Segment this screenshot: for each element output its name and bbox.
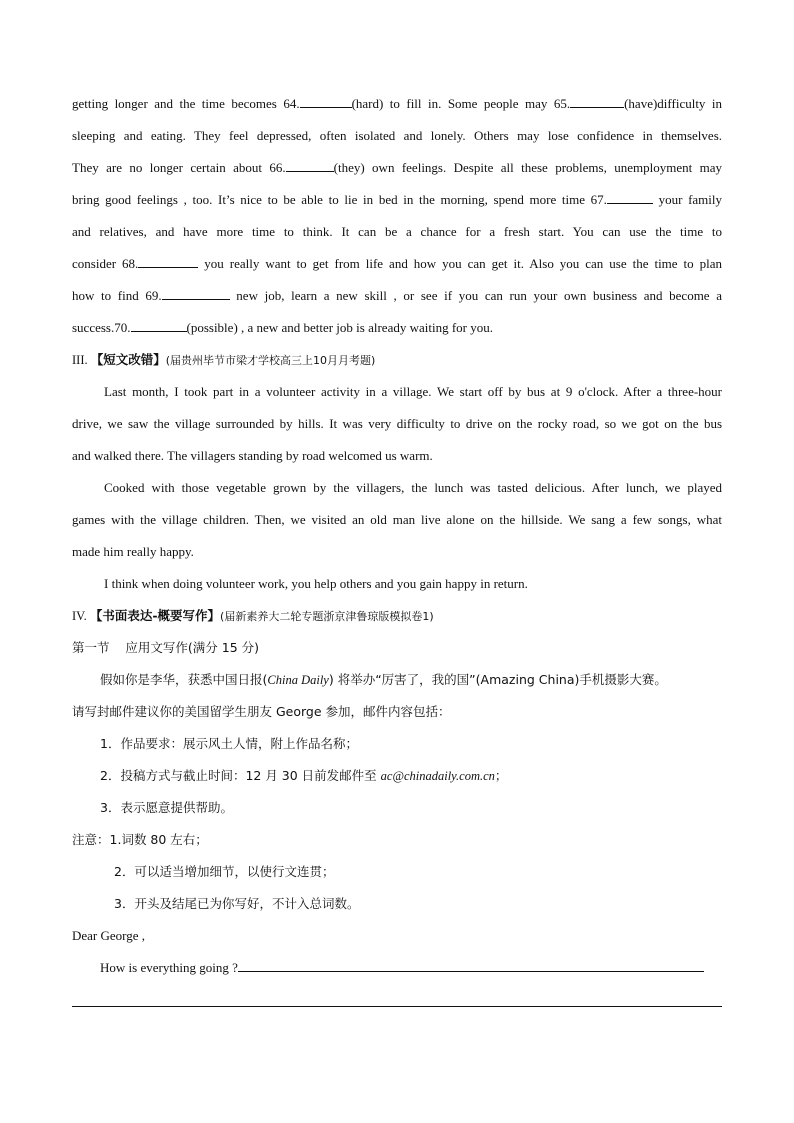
text: 3．开头及结尾已为你写好，不计入总词数。	[114, 896, 360, 911]
text: your family	[658, 192, 723, 207]
text: (hard) to fill in. Some people may 65.	[351, 96, 571, 111]
error-correction-line-5	[72, 504, 722, 536]
passage-line-3	[72, 152, 722, 184]
text: how to find 69.	[72, 288, 162, 303]
text: (have)difficulty in	[624, 96, 723, 111]
text: ) 将举办“厉害了，我的国”(Amazing China)手机摄影大赛。	[328, 672, 667, 687]
text: success.70.	[72, 320, 131, 335]
text: and walked there. The villagers standing by road welcomed us warm.	[72, 448, 433, 463]
note-line-1	[72, 824, 722, 856]
section-tag: 【书面表达-概要写作】	[89, 608, 221, 623]
section-tag: 【短文改错】	[90, 352, 166, 367]
note-line-2	[72, 856, 722, 888]
letter-greeting	[72, 920, 722, 952]
text: getting longer and the time becomes 64.	[72, 96, 300, 111]
prompt-line-1	[72, 664, 722, 696]
text: They are no longer certain about 66.	[72, 160, 286, 175]
text: new job, learn a new skill , or see if you can run your own business and become a	[236, 288, 722, 303]
text: I think when doing volunteer work, you help others and you gain happy in return.	[104, 576, 528, 591]
error-correction-line-6	[72, 536, 722, 568]
text: How is everything going ?	[100, 960, 238, 975]
text: 1.词数 80 左右；	[109, 832, 208, 847]
note-label: 注意：	[72, 832, 110, 847]
text: games with the village children. Then, we visited an old man live alone on the hillside. We sang a few songs, what	[72, 512, 722, 527]
section-number: IV.	[72, 609, 87, 623]
text: Dear George ,	[72, 928, 146, 943]
text: drive, we saw the village surrounded by hills. It was very difficulty to drive on the rocky road, so we got on the bus	[72, 416, 722, 431]
text: 请写封邮件建议你的美国留学生朋友 George 参加，邮件内容包括：	[72, 704, 451, 719]
answer-blank-70[interactable]	[131, 317, 187, 332]
section-source: (届贵州毕节市梁才学校高三上10月月考题)	[165, 354, 376, 367]
document-page	[72, 88, 722, 984]
error-correction-line-7	[72, 568, 722, 600]
email-address: ac@chinadaily.com.cn	[380, 769, 495, 783]
section-source: (届新素养大二轮专题浙京津鲁琼版模拟卷1)	[220, 610, 434, 623]
text: 1．作品要求：展示风土人情，附上作品名称；	[100, 736, 358, 751]
passage-line-2	[72, 120, 722, 152]
passage-line-1	[72, 88, 722, 120]
passage-line-5	[72, 216, 722, 248]
text: (possible) , a new and better job is already waiting for you.	[186, 320, 493, 335]
newspaper-name: China Daily	[267, 673, 329, 687]
text: bring good feelings , too. It’s nice to be able to lie in bed in the morning, spend more time 67.	[72, 192, 607, 207]
passage-line-4	[72, 184, 722, 216]
answer-blank-64[interactable]	[300, 93, 352, 108]
text: ；	[494, 768, 508, 783]
text: (they) own feelings. Despite all these problems, unemployment may	[333, 160, 722, 175]
part-heading	[72, 632, 722, 664]
answer-blank-65[interactable]	[570, 93, 624, 108]
answer-blank-66[interactable]	[286, 157, 334, 172]
requirement-item-3	[72, 792, 722, 824]
text: and relatives, and have more time to think. It can be a chance for a fresh start. You can use the time to	[72, 224, 722, 239]
answer-blank-67[interactable]	[607, 189, 653, 204]
text: Last month, I took part in a volunteer activity in a village. We start off by bus at 9 o'clock. After a three-hour	[104, 384, 722, 399]
answer-blank-69[interactable]	[162, 285, 230, 300]
passage-line-7	[72, 280, 722, 312]
error-correction-line-1	[72, 376, 722, 408]
text: sleeping and eating. They feel depressed, often isolated and lonely. Others may lose confidence in themselves.	[72, 128, 722, 143]
section-4-heading	[72, 600, 722, 632]
letter-opening	[72, 952, 722, 984]
text: 3．表示愿意提供帮助。	[100, 800, 233, 815]
section-number: III.	[72, 353, 88, 367]
text: made him really happy.	[72, 544, 194, 559]
answer-blank-68[interactable]	[138, 253, 198, 268]
requirement-item-1	[72, 728, 722, 760]
requirement-item-2	[72, 760, 722, 792]
note-line-3	[72, 888, 722, 920]
prompt-line-2	[72, 696, 722, 728]
passage-line-6	[72, 248, 722, 280]
writing-line[interactable]	[72, 1006, 722, 1007]
error-correction-line-4	[72, 472, 722, 504]
error-correction-line-2	[72, 408, 722, 440]
text: Cooked with those vegetable grown by the villagers, the lunch was tasted delicious. After lunch, we played	[104, 480, 722, 495]
text: 2．可以适当增加细节，以使行文连贯；	[114, 864, 335, 879]
text: you really want to get from life and how you can get it. Also you can use the time to plan	[204, 256, 723, 271]
text: 假如你是李华，获悉中国日报(	[100, 672, 268, 687]
part-title: 应用文写作(满分 15 分)	[125, 640, 260, 655]
text: 2．投稿方式与截止时间：12 月 30 日前发邮件至	[100, 768, 381, 783]
writing-line[interactable]	[238, 959, 704, 972]
part-label: 第一节	[72, 640, 110, 655]
section-3-heading	[72, 344, 722, 376]
text: consider 68.	[72, 256, 139, 271]
error-correction-line-3	[72, 440, 722, 472]
passage-line-8	[72, 312, 722, 344]
